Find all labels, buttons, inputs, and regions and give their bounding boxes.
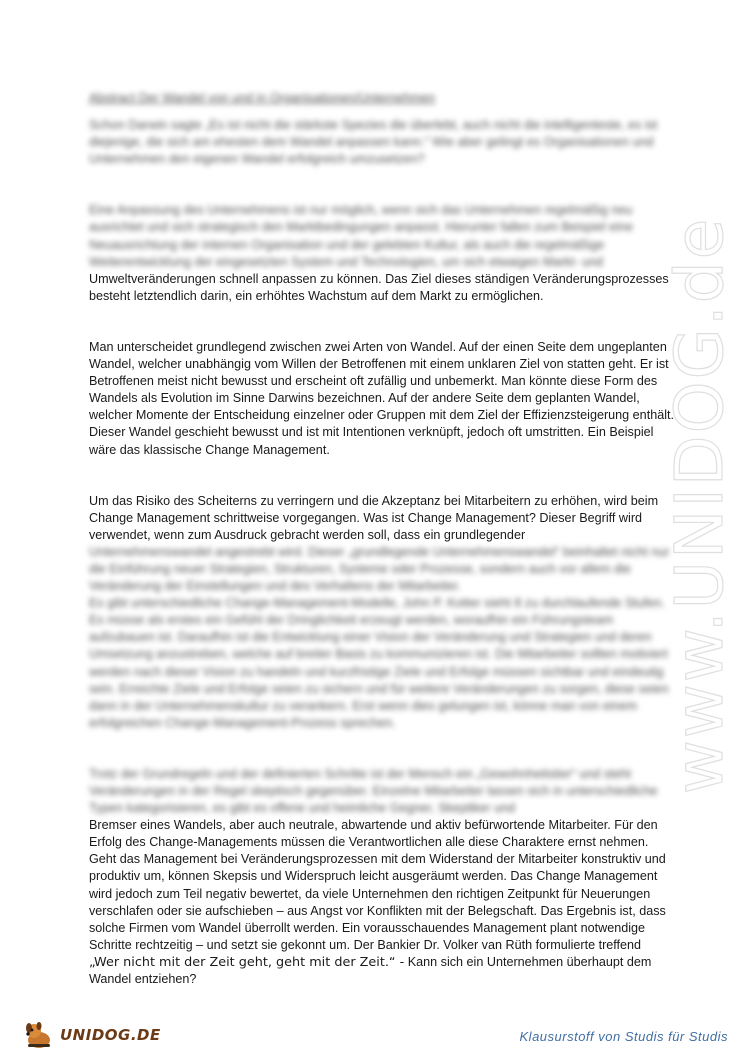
paragraph-3-blurred: Unternehmenswandel angestrebt wird. Dieser „grundlegende Unternehmenswandel“ beinhaltet nicht nur die Einführung neuer Strategien, Strukturen, Systeme oder Prozesse, sondern auch vor allem die Veränderung der Einstellungen und des Verhaltens der Mitarbeiter. [89,544,670,594]
van-rueth-quote: „Wer nicht mit der Zeit geht, geht mit der Zeit.“ - [89,954,405,970]
footer-tagline: Klausurstoff von Studis für Studis [519,1029,728,1044]
paragraph-5-question: Kann sich ein Unternehmen überhaupt dem Wandel entziehen? [89,954,652,987]
document-body [89,90,674,988]
paragraph-5-visible [89,817,674,988]
paragraph-2: Man unterscheidet grundlegend zwischen zwei Arten von Wandel. Auf der einen Seite dem ungeplanten Wandel, welcher unabhängig vom Willen der Betroffenen mit einem unklaren Ziel von statten geht. Er ist Betroffenen meist nicht bewusst und erscheint oft zufällig und unbemerkt. Man könnte diese Form des Wandels als Evolution im Sinne Darwins bezeichnen. Auf der andere Seite dem geplanten Wandel, welcher Momente der Entscheidung einzelner oder Gruppen mit dem Ziel der Effizienzsteigerung enthält. Dieser Wandel geschieht bewusst und ist mit Intentionen verknüpft, jedoch oft umstritten. Ein Beispiel wäre das klassische Change Management. [89,339,674,457]
dog-mascot-icon [24,1020,58,1050]
paragraph-5-text: Bremser eines Wandels, aber auch neutrale, abwartende und aktiv befürwortende Mitarbeiter. Für den Erfolg des Change-Managements müssen die Verantwortlichen alle diese Charaktere ernst nehmen. Geht das Management bei Veränderungsprozessen mit dem Widerstand der Mitarbeiter konstruktiv und produktiv um, können Skepsis und Widerspruch leicht ausgeräumt werden. Das Change Management wird jedoch zum Teil negativ bewertet, da viele Unternehmen den richtigen Zeitpunkt für Neuerungen verschlafen oder sie aufschieben – aus Angst vor Konflikten mit der Belegschaft. Das Ergebnis ist, dass solche Firmen vom Wandel überrollt werden. Ein vorausschauendes Management plant notwendige Schritte rechtzeitig – und setzt sie gekonnt um. Der Bankier Dr. Volker van Rüth formulierte treffend [89,818,666,952]
intro-paragraph: Schon Darwin sagte „Es ist nicht die stärkste Spezies die überlebt, auch nicht die intelligenteste, es ist diejenige, die sich am ehesten dem Wandel anpassen kann.“ Wie aber gelingt es Organisationen und Unternehmen den eigenen Wandel erfolgreich umzusetzen? [89,118,658,167]
paragraph-3-visible: Um das Risiko des Scheiterns zu verringern und die Akzeptanz bei Mitarbeitern zu erhöhen, wird beim Change Management schrittweise vorgegangen. Was ist Change Management? Dieser Begriff wird verwendet, wenn zum Ausdruck gebracht werden soll, dass ein grundlegender [89,493,659,542]
logo-text: UNIDOG.DE [60,1026,161,1044]
paragraph-4-blurred: Es gibt unterschiedliche Change-Management-Modelle, John P. Kotter sieht 8 zu durchlaufende Stufen. Es müsse als erstes ein Gefühl der Dringlichkeit erzeugt werden, woraufhin ein Führungsteam aufzubauen ist. Daraufhin ist die Entwicklung einer Vision der Veränderung und Strategien und deren Umsetzung anzustreben, welche auf breiter Basis zu kommunizieren ist. Die Mitarbeiter sollten motiviert werden nach dieser Vision zu handeln und kurzfristige Ziele und Erfolge müssen sichtbar und eindeutig sein. Erreichte Ziele und Erfolge seien zu sichern und für weitere Veränderungen zu sorgen, diese seien dann in der Unternehmenskultur zu verankern. Erst wenn dies gelungen ist, könne man von einem erfolgreichen Change-Management-Prozess sprechen. [89,596,669,730]
paragraph-1-blurred: Eine Anpassung des Unternehmens ist nur möglich, wenn sich das Unternehmen regelmäßig neu ausrichtet und sich strategisch den Marktbedingungen anpasst. Hierunter fallen zum Beispiel eine Neuausrichtung der internen Organisation und der gelebten Kultur, als auch die regelmäßige Weiterentwicklung der eingesetzten System und Technologien, um sich etwaigen Markt- und [89,203,633,269]
paragraph-1-visible: Umweltveränderungen schnell anpassen zu können. Das Ziel dieses ständigen Veränderungsprozesses besteht letztendlich darin, ein erhöhtes Wachstum auf dem Markt zu ermöglichen. [89,271,669,303]
watermark-text: www.UNIDOG.de [661,216,739,794]
unidog-logo[interactable] [24,1020,161,1050]
paragraph-5-blurred: Trotz der Grundregeln und der definierten Schritte ist der Mensch ein „Gewohnheitstier“ und steht Veränderungen in der Regel skeptisch gegenüber. Einzelne Mitarbeiter lassen sich in unterschiedliche Typen kategorisieren, es gibt es offene und heimliche Gegner, Skeptiker und [89,766,658,816]
document-title: Abstract Der Wandel von und in Organisationen/Unternehmen [89,91,436,105]
